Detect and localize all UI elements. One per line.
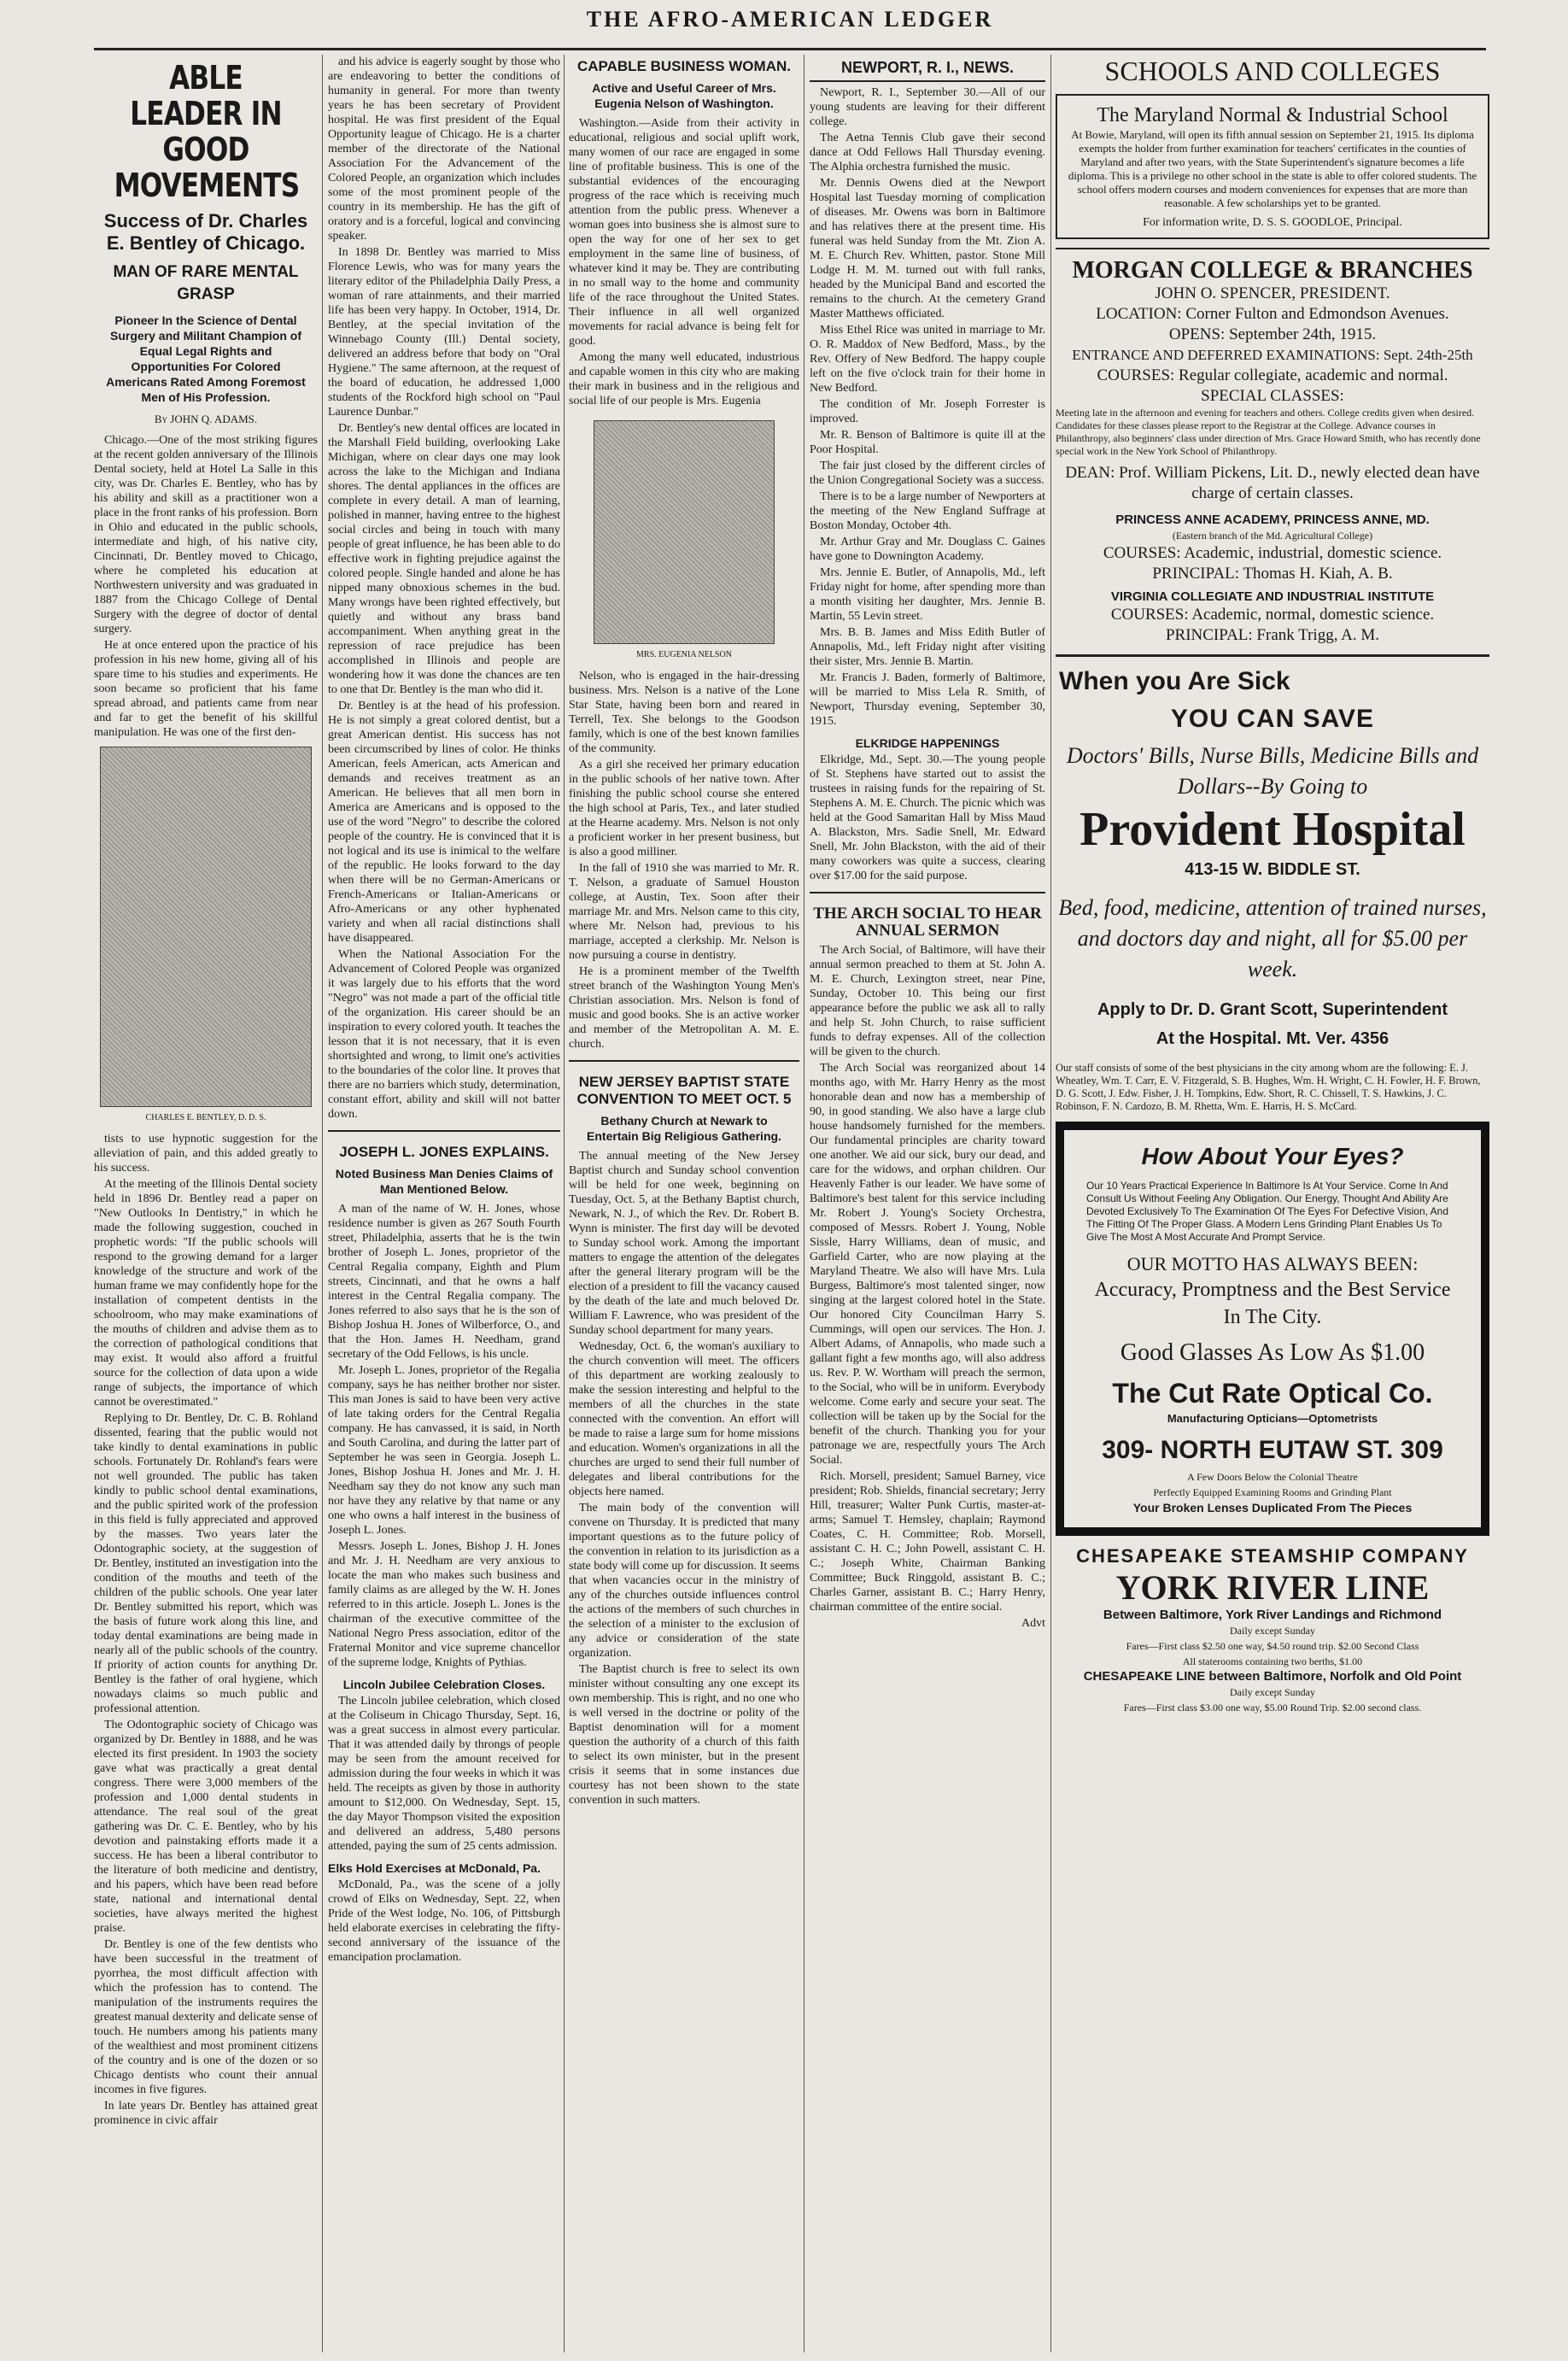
advt-label: Advt (1021, 1617, 1045, 1630)
ad-line: DEAN: Prof. William Pickens, Lit. D., newly elected dean have charge of certain classes. (1065, 464, 1480, 502)
hospital-apply: Apply to Dr. D. Grant Scott, Superintendent (1097, 1000, 1448, 1019)
maryland-normal-ad (1056, 94, 1489, 239)
byline: By JOHN Q. ADAMS. (154, 413, 258, 425)
ad-line: Your Broken Lenses Duplicated From The Pieces (1132, 1501, 1413, 1514)
photo-caption: MRS. EUGENIA NELSON (636, 650, 732, 659)
paragraph: He is a prominent member of the Twelfth street branch of the Washington Young Men's Christian association. Mrs. Nelson is fond of music and good books. She is an active worker and member of the Metropolitan A. M. E. church. (569, 965, 799, 1051)
provident-hospital-title: Provident Hospital (1079, 803, 1466, 856)
paragraph: The Lincoln jubilee celebration, which closed at the Coliseum in Chicago Thursday, Sept. 16, was a great success in almost every particular. That it was attended daily by throngs of people may be seen from the amount received for admission during the four weeks in which it was held. The receipts as given by those in authority amount to $12,000. On Wednesday, Sept. 15, the day Mayor Thompson visited the exposition and delivered an address, 5,480 persons attended, paying the sum of 25 cents admission. (328, 1695, 560, 1853)
paragraph: Messrs. Joseph L. Jones, Bishop J. H. Jones and Mr. J. H. Needham are very anxious to locate the man who makes such business and family claims as are alleged by the W. H. Jones referred to in this article. Joseph L. Jones is the chairman of the executive committee of the National Negro Press association, editor of the Fraternal Monitor and vice supreme chancellor of the supreme lodge, Knights of Pythias. (328, 1540, 560, 1669)
paragraph: There is to be a large number of Newporters at the meeting of the New England Suffrage at Boston Monday, October 4th. (810, 490, 1045, 532)
staff-list: Our staff consists of some of the best physicians in the city among whom are the following: E. J. Wheatley, Wm. T. Carr, E. V. Fitzgerald, S. B. Hughes, Wm. H. Wright, C. H. Fowler, H. F. Brown, D. G. Scott, J. Edw. Fisher, J. H. Tompkins, Edw. Short, R. C. Chissell, T. S. Hawkins, J. C. Robinson, F. N. Cardozo, B. M. Rhetta, Wm. E. Harris, H. S. McCard. (1056, 1062, 1481, 1112)
column-divider (564, 55, 565, 2352)
headline-capable-business-woman: CAPABLE BUSINESS WOMAN. (577, 58, 791, 74)
article-deck: Active and Useful Career of Mrs. Eugenia Nelson of Washington. (592, 81, 776, 110)
schools-colleges-header: SCHOOLS AND COLLEGES (1104, 56, 1441, 86)
ad-line: OPENS: September 24th, 1915. (1168, 325, 1377, 343)
motto-label: OUR MOTTO HAS ALWAYS BEEN: (1126, 1253, 1419, 1274)
column-1-bentley-article (94, 55, 318, 2130)
ad-line: CHESAPEAKE LINE between Baltimore, Norfolk and Old Point (1083, 1669, 1462, 1684)
headline-jones-explains: JOSEPH L. JONES EXPLAINS. (339, 1144, 549, 1160)
hospital-phone: At the Hospital. Mt. Ver. 4356 (1156, 1029, 1390, 1048)
paragraph: Mrs. Jennie E. Butler, of Annapolis, Md., left Friday night for home, after spending more than a month visiting her daughter, Mrs. Jennie B. Martin, 55 Levin street. (810, 566, 1045, 623)
subhead-success: Success of Dr. Charles E. Bentley of Chicago. (103, 210, 308, 254)
ad-line: Fares—First class $2.50 one way, $4.50 round trip. $2.00 Second Class (1126, 1640, 1419, 1652)
ad-line: PRINCIPAL: Frank Trigg, A. M. (1165, 626, 1380, 644)
ad-line: ENTRANCE AND DEFERRED EXAMINATIONS: Sept. 24th-25th (1072, 347, 1473, 363)
article-deck: Pioneer In the Science of Dental Surgery and Militant Champion of Equal Legal Rights and Opportunities For Colored Americans Rated Among Foremost Men of His Profession. (106, 313, 306, 404)
paragraph: He at once entered upon the practice of his profession in his new home, giving all of his spare time to his studies and experiments. He soon became so proficient that his fame spread abroad, and patients came from near and far to get the benefit of his skillful manipulation. He was one of the first den- (94, 639, 318, 739)
motto-text: Accuracy, Promptness and the Best Service In The City. (1094, 1279, 1451, 1328)
column-2 (328, 55, 560, 1966)
ad-line: Daily except Sunday (1230, 1686, 1315, 1698)
ad-line: A Few Doors Below the Colonial Theatre (1187, 1471, 1358, 1483)
paragraph: At the meeting of the Illinois Dental society held in 1896 Dr. Bentley read a paper on "New Outlooks In Dentistry," in which he made the following suggestion, couched in prophetic words: "If the public schools will respond to the growing demand for a larger knowledge of the structure and work of the human frame we may confidently hope for the installation of competent dentists in the schoolroom, who may make examinations of the mouths of children and advise them as to the correction of pathological conditions that may exist. It would also afford a fruitful source for the collection of data upon a wide range of subjects, the importance of which cannot be overestimated." (94, 1178, 318, 1409)
masthead: THE AFRO-AMERICAN LEDGER (586, 7, 994, 32)
paragraph: Newport, R. I., September 30.—All of our young students are leaving for their different college. (810, 86, 1045, 128)
paragraph: The Odontographic society of Chicago was organized by Dr. Bentley in 1888, and he was elected its first president. In 1903 the society gave what was practically a great dental congress. There were 3,000 members of the profession and 1,000 dental students in attendance. The real soul of the great gathering was Dr. C. E. Bentley, who by his devotion and painstaking efforts made it a success. He has been a liberal contributor to the literature of both medicine and dentistry, and his papers, which have been read before state, national and international dental societies, have always merited the highest praise. (94, 1719, 318, 1935)
paragraph: Dr. Bentley's new dental offices are located in the Marshall Field building, overlooking Lake Michigan, where on clear days one may look across the lake to the Michigan and Indiana shores. The dental appliances in the offices are complete in every detail. A man of learning, polished in manner, having entree to the highest social circles and being in touch with many people of great influence, he has been able to do effective work in fighting prejudice against the colored people. Single handed and alone he has nipped many obnoxious schemes in the bud. Many wrongs have been righted effectively, but quietly and without any brass band accompaniment. When anything great in the repression of race prejudice has been accomplished in Illinois and people are wondering how it was done the chances are ten to one that Dr. Bentley is the man who did it. (328, 422, 560, 696)
ad-body: Meeting late in the afternoon and evening for teachers and others. College credits given when desired. Candidates for these classes please report to the Registrar at the College. Advance courses in Philanthropy, also beginners' class under direction of Mrs. Grace Howard Smith, who has recently done special work in the New York School of Philanthropy. (1056, 407, 1481, 457)
paragraph: and his advice is eagerly sought by those who are endeavoring to better the conditions of humanity in general. For more than twenty years he has been secretary of Provident hospital. He was first president of the Equal Opportunity league of Chicago. He is a charter member of the directorate of the National Association For the Advancement of the Colored People, an organization which includes some of the most prominent people of the country in its membership. He has the gift of oratory and is a forceful, logical and convincing speaker. (328, 56, 560, 243)
section-rule (328, 1130, 560, 1132)
headline-able-leader: ABLE LEADER IN GOOD MOVEMENTS (114, 59, 300, 204)
paragraph: Washington.—Aside from their activity in educational, religious and social uplift work, many women of our race are engaged in some line of profitable business. This is one of the substantial evidences of the encouraging progress of the race which is receiving much attention from the public press. Whenever a woman goes into business she is almost sure to open the way for one of her sex to get employment in the same line of business, of whatever kind it may be. They are contributing in no small way to the home and community life of the race throughout the United States. Their influence in all well organized movements for racial advance is being felt for good. (569, 117, 799, 348)
section-rule (569, 1060, 799, 1062)
steamship-company: CHESAPEAKE STEAMSHIP COMPANY (1076, 1545, 1469, 1567)
ad-line: VIRGINIA COLLEGIATE AND INDUSTRIAL INSTITUTE (1110, 589, 1435, 604)
ad-line: COURSES: Academic, industrial, domestic science. (1103, 544, 1442, 562)
column-5-advertisements (1056, 55, 1489, 1715)
headline-lincoln-jubilee: Lincoln Jubilee Celebration Closes. (342, 1678, 546, 1691)
section-rule (1056, 248, 1489, 249)
you-can-save: YOU CAN SAVE (1170, 705, 1375, 733)
paragraph: In late years Dr. Bentley has attained great prominence in civic affair (94, 2100, 318, 2127)
ad-line: COURSES: Academic, normal, domestic science. (1110, 606, 1435, 624)
eyes-body: Our 10 Years Practical Experience In Baltimore Is At Your Service. Come In And Consult Us Without Feeling Any Obligation. Our Energy, Thought And Ability Are Devoted Exclusively To The Examination Of The Eyes For Defective Vision, And The Fitting Of The Proper Glass. A Modern Lens Grinding Plant Enables Us To Give The Most A Most Accurate And Prompt Service. (1086, 1180, 1448, 1243)
paragraph: The annual meeting of the New Jersey Baptist church and Sunday school convention will be held for one week, beginning on Tuesday, Oct. 5, at the Bethany Baptist church, Newark, N. J., of which the Rev. Dr. Robert B. Wynn is minister. The first day will be devoted to Sunday school work. Among the important matters to engage the attention of the delegates after the general literary program will be the election of a president to fill the vacancy caused by the death of the late and much beloved Dr. William F. Lawrence, who was president of the Sunday school department for many years. (569, 1150, 799, 1337)
optical-address: 309- NORTH EUTAW ST. 309 (1102, 1436, 1443, 1464)
ad-line: PRINCIPAL: Thomas H. Kiah, A. B. (1152, 565, 1393, 583)
portrait-photo-bentley (100, 747, 312, 1107)
paragraph: The fair just closed by the different circles of the Union Congregational Society was a success. (810, 460, 1045, 487)
hospital-rates: Bed, food, medicine, attention of trained nurses, and doctors day and night, all for $5.00 per week. (1058, 895, 1487, 981)
paragraph: The main body of the convention will convene on Thursday. It is predicted that many important questions as to the future policy of the convention in relation to its jurisdiction as a state body will come up for discussion. It seems that when vacancies occur in the ministry of any of the churches outside influences control the actions of the members of such churches in the selection of a minister to the exclusion of any advice or consideration of the state organization. (569, 1502, 799, 1660)
paragraph: When the National Association For the Advancement of Colored People was organized it was largely due to his efforts that the word "Negro" was not made a part of the official title of the organization. His career should be an inspiration to every colored youth. It teaches the lesson that it is not necessary, that it is even shortsighted and wrong, to limit one's activities to the boundaries of the color line. It proves that there are no barriers which study, determination, constant effort, ability and skill will not batter down. (328, 948, 560, 1121)
paragraph: Chicago.—One of the most striking figures at the recent golden anniversary of the Illinois Dental society, held at Hotel La Salle in this city, was Dr. Charles E. Bentley, who has by his ability and skill as a practitioner won a place in the front ranks of his profession. Born in Ohio and educated in the public schools, intermediate and high, of his native city, Cincinnati, Dr. Bentley moved to Chicago, where he completed his education at Northwestern university and was graduated in 1887 from the Chicago College of Dental Surgery with the degree of doctor of dental surgery. (94, 434, 318, 636)
eyes-headline: How About Your Eyes? (1141, 1143, 1404, 1169)
hospital-address: 413-15 W. BIDDLE ST. (1185, 860, 1360, 879)
ad-line: (Eastern branch of the Md. Agricultural College) (1172, 530, 1373, 542)
paragraph: As a girl she received her primary education in the public schools of her native town. After finishing the public school course she entered the high school at Paris, Tex., and later studied at the Hearne academy. Mrs. Nelson is not only a proficient worker in her present business, but is also a good milliner. (569, 759, 799, 858)
paragraph: The condition of Mr. Joseph Forrester is improved. (810, 398, 1045, 425)
paragraph: tists to use hypnotic suggestion for the alleviation of pain, and this added greatly to his success. (94, 1133, 318, 1175)
paragraph: Mr. Dennis Owens died at the Newport Hospital last Tuesday morning of complication of diseases. Mr. Owens was born in Baltimore and has relatives there at the present time. His funeral was held Sunday from the Mt. Zion A. M. E. Church Rev. Whitten, pastor. Stone Mill Lodge H. M. M. turned out with full ranks, headed by the Municipal Band and escorted the remains to the church. At the cemetery Grand Master Matthews officiated. (810, 177, 1045, 320)
ad-line: SPECIAL CLASSES: (1201, 387, 1344, 405)
morgan-college-title: MORGAN COLLEGE & BRANCHES (1072, 257, 1473, 284)
portrait-photo-nelson (594, 420, 775, 644)
headline-nj-baptist: NEW JERSEY BAPTIST STATE CONVENTION TO MEET OCT. 5 (576, 1074, 792, 1107)
paragraph: Rich. Morsell, president; Samuel Barney, vice president; Rob. Shields, financial secretary; Jerry Hill, treasurer; Walter Punk Curtis, master-at-arms; Samuel T. Hemsley, chaplain; Raymond Coates, C. H. Committee; Rob. Morsell, assistant C. H. C.; John Powell, assistant C. H. C.; Joseph White, Chairman Banking Committee; Buck Ringgold, assistant B. C.; Charles Garner, assistant B. C.; Harry Henry, chairman committee of the entire social. (810, 1470, 1045, 1614)
ad-line: LOCATION: Corner Fulton and Edmondson Avenues. (1096, 305, 1449, 323)
paragraph: The Baptist church is free to select its own minister without consulting any one except its own membership. This is right, and no one who is well versed in the doctrine or polity of the Baptist denomination will for a moment question the authority of a church of this faith to select its own minister, but in the present crisis it seems that in some instances due courtesy has not been shown to the state convention in such matters. (569, 1663, 799, 1807)
masthead-rule (94, 48, 1486, 50)
paragraph: Mr. Francis J. Baden, formerly of Baltimore, will be married to Miss Lela R. Smith, of Newport, Thursday evening, September 30, 1915. (810, 671, 1045, 728)
paragraph: The Aetna Tennis Club gave their second dance at Odd Fellows Hall Thursday evening. The Alphia orchestra furnished the music. (810, 132, 1045, 173)
headline-elks: Elks Hold Exercises at McDonald, Pa. (328, 1861, 541, 1875)
ad-line: Between Baltimore, York River Landings and Richmond (1103, 1608, 1442, 1622)
glasses-price: Good Glasses As Low As $1.00 (1120, 1339, 1425, 1366)
ad-line: Daily except Sunday (1230, 1625, 1315, 1637)
headline-arch-social: THE ARCH SOCIAL TO HEAR ANNUAL SERMON (813, 905, 1042, 940)
section-rule (810, 892, 1045, 893)
ad-line: All staterooms containing two berths, $1.00 (1182, 1655, 1363, 1667)
headline-elkridge: ELKRIDGE HAPPENINGS (855, 736, 1000, 750)
paragraph: Dr. Bentley is at the head of his profession. He is not simply a great colored dentist, but a great American dentist. His success has not been circumscribed by lines of color. He thinks American, feels American, acts American and demands and receives treatment as an American. He believes that all men born in America are Americans and is opposed to the use of the word "Negro" to describe the colored people of the country. He is convinced that it is not logical and its use is inimical to the welfare of the republic. He looks forward to the day when there will be no German-Americans or French-Americans or Italian-Americans or Afro-Americans or any other hyphenated variety and when all racial distinctions shall have disappeared. (328, 700, 560, 945)
paragraph: In 1898 Dr. Bentley was married to Miss Florence Lewis, who was for many years the literary editor of the Philadelphia Daily Press, a woman of rare attainments, and their married life has been very happy. In October, 1914, Dr. Bentley, at the special invitation of the Winnebago County (Ill.) Dental society, delivered an address before that body on "Oral Hygiene." The same afternoon, at the request of the board of education, he addressed 1,000 students of the Rockford high school on "Paul Laurence Dunbar." (328, 246, 560, 419)
ad-line: PRINCESS ANNE ACADEMY, PRINCESS ANNE, MD. (1115, 513, 1430, 527)
article-deck: Noted Business Man Denies Claims of Man Mentioned Below. (335, 1167, 553, 1196)
paragraph: Elkridge, Md., Sept. 30.—The young people of St. Stephens have started out to assist the trustees in raising funds for the repairing of St. Stephens A. M. E. Church. The picnic which was held at the Good Samaritan Hall by Miss Maud A. Blackston, Mrs. Sadie Snell, Mr. Edward Snell, Mr. John Blackston, with the aid of their many coworkers was quite a success, clearing over $17.00 for the said purpose. (810, 753, 1045, 882)
ad-line: Perfectly Equipped Examining Rooms and Grinding Plant (1153, 1486, 1392, 1498)
ad-line: COURSES: Regular collegiate, academic and normal. (1097, 366, 1448, 384)
ad-line: Fares—First class $3.00 one way, $5.00 Round Trip. $2.00 second class. (1123, 1702, 1422, 1714)
column-4 (810, 55, 1045, 1631)
photo-caption: CHARLES E. BENTLEY, D. D. S. (145, 1113, 266, 1122)
paragraph: The Arch Social, of Baltimore, will have their annual sermon preached to them at St. John A. M. E. Church, Lexington street, near Pine, Sunday, October 10. This being our first appearance before the public we ask all to rally and help St. John Church, to raise sufficient funds to defray expenses. All of the collection will be given to the church. (810, 944, 1045, 1058)
column-divider (1050, 55, 1051, 2352)
bills-line: Doctors' Bills, Nurse Bills, Medicine Bills and Dollars--By Going to (1066, 743, 1479, 799)
cut-rate-optical-ad (1056, 1122, 1489, 1536)
optical-company-name: The Cut Rate Optical Co. (1112, 1378, 1433, 1409)
paragraph: Dr. Bentley is one of the few dentists who have been successful in the treatment of pyorrhea, the most difficult affection with which the profession has to contend. The manipulation of the instruments requires the greatest manual dexterity and delicate sense of touch. He numbers among his patients many of the wealthiest and most prominent citizens of the country and is one of the dozen or so Chicago dentists who count their annual incomes in five figures. (94, 1938, 318, 2096)
paragraph: The Arch Social was reorganized about 14 months ago, with Mr. Harry Henry as the most honorable dean and now has a membership of 90, in good standing. We also have a large club house handsomely furnished for the members. Our fundamental principles are charity toward one another. We aid our sick, bury our dead, and care for the widows, and orphan children. Our Heavenly Father is our leader. We have some of Baltimore's best talent for this service including Mr. Robert J. Young's Society Orchestra, composed of Messrs. Robert J. Young, Noble Sissle, Harry Williams, dean of music, and Garfield Carter, who are now playing at the Maryland Theatre. We also will have Mrs. Lula Burgess, Baltimore's most talented singer, now singing at the largest colored hotel in the State. Our honored City Councilman Harry S. Cummings, will open our services. The Hon. J. Albert Adams, of Annapolis, who made such a gallant fight a few months ago, will also address us. Rev. P. W. Wortham will preach the sermon, to the Social, who will be in uniform. Everybody welcome. Come early and secure your seat. The collection will be taken up by the Social for the benefit of the church. Thanking you for your patronage we are, respectfully yours The Arch Social. (810, 1062, 1045, 1467)
paragraph: Mrs. B. B. James and Miss Edith Butler of Annapolis, Md., left Friday night after visiting their sister, Mrs. Jennie B. Martin. (810, 626, 1045, 668)
paragraph: A man of the name of W. H. Jones, whose residence number is given as 267 South Fourth street, Philadelphia, asserts that he is the twin brother of Joseph L. Jones, proprietor of the Central Regalia company, Eighth and Plum streets, Cincinnati, and that he owns a half interest in the Central Regalia company. The Jones referred to also says that he is the son of Bishop Joshua H. Jones of Wilberforce, O., and that the Hon. James H. Needham, grand secretary of the Odd Fellows, is his uncle. (328, 1203, 560, 1361)
paragraph: Replying to Dr. Bentley, Dr. C. B. Rohland dissented, fearing that the public would not take kindly to dental examinations in public schools. Fortunately Dr. Rohland's fears were not well grounded. The public has taken kindly to public school dental examinations, and the public spirited work of the profession in this field is fully appreciated and approved by the masses. Two years later the Odontographic society, at the suggestion of Dr. Bentley, instituted an investigation into the condition of the mouths and teeth of the children of the public schools. One year later Dr. Bentley submitted his report, which was the basis of future work along this line, and today dental examinations are being made in nearly all of the public schools of the country. If priority of action counts for anything Dr. Bentley is the father of oral hygiene, which nowadays claims so much public and professional attention. (94, 1412, 318, 1715)
subhead-mental-grasp: MAN OF RARE MENTAL GRASP (113, 263, 299, 303)
paragraph: Among the many well educated, industrious and capable women in this city who are making their mark in business and in the religious and social life of our people is Mrs. Eugenia (569, 351, 799, 407)
column-divider (322, 55, 323, 2352)
paragraph: In the fall of 1910 she was married to Mr. R. T. Nelson, a graduate of Samuel Houston college, at Austin, Tex. Soon after their marriage Mr. and Mrs. Nelson came to this city, where Mr. Nelson had, previous to his marriage, accepted a clerkship. Mr. Nelson is now pursuing a course in dentistry. (569, 862, 799, 962)
column-3 (569, 55, 799, 1809)
optical-tagline: Manufacturing Opticians—Optometrists (1167, 1412, 1378, 1425)
ad-line: JOHN O. SPENCER, PRESIDENT. (1155, 284, 1390, 302)
paragraph: Mr. R. Benson of Baltimore is quite ill at the Poor Hospital. (810, 429, 1045, 456)
paragraph: Wednesday, Oct. 6, the woman's auxiliary to the church convention will meet. The officers of this department are working zealously to make the session interesting and helpful to the members of all the churches in the state connected with the convention. An effort will be made to raise a large sum for home missions and education. Women's organizations in all the churches are urged to send their full number of delegates and liberal contributions for the objects here named. (569, 1340, 799, 1498)
york-river-line: YORK RIVER LINE (1115, 1568, 1430, 1607)
section-rule (1056, 654, 1489, 657)
ad-contact: For information write, D. S. S. GOODLOE, Principal. (1143, 216, 1402, 229)
paragraph: Miss Ethel Rice was united in marriage to Mr. O. R. Maddox of New Bedford, Mass., by the Rev. Offery of New Bedford. The happy couple left on the five o'clock train for their home in New Bedford. (810, 324, 1045, 395)
paragraph: Mr. Arthur Gray and Mr. Douglass C. Gaines have gone to Downington Academy. (810, 536, 1045, 563)
ad-title: The Maryland Normal & Industrial School (1097, 104, 1448, 126)
headline-newport-news: NEWPORT, R. I., NEWS. (810, 58, 1045, 82)
paragraph: McDonald, Pa., was the scene of a jolly crowd of Elks on Wednesday, Sept. 22, when Pride of the West lodge, No. 106, of Pittsburgh held elaborate exercises in celebrating the fifty-second anniversary of the issuance of the emancipation proclamation. (328, 1878, 560, 1964)
paragraph: Nelson, who is engaged in the hair-dressing business. Mrs. Nelson is a native of the Lone Star State, having been born and reared in Terrell, Tex. She belongs to the Goodson family, which is one of the best known families of the community. (569, 670, 799, 755)
sick-headline: When you Are Sick (1059, 667, 1290, 695)
ad-body: At Bowie, Maryland, will open its fifth annual session on September 21, 1915. Its diploma exempts the holder from further examination for teachers' certificates in the counties of Maryland and after two years, with the State Superintendent's signature becomes a life diploma. This is a privilege no other school in the state is able to offer colored students. The school offers modern courses and modern conveniences for expenses that are more than reasonable. A few scholarships yet to be granted. (1068, 128, 1477, 209)
article-deck: Bethany Church at Newark to Entertain Big Religious Gathering. (587, 1114, 781, 1143)
paragraph: Mr. Joseph L. Jones, proprietor of the Regalia company, says he has neither brother nor sister. This man Jones is said to have been very active of late taking orders for the Central Regalia company. He has canvassed, it is said, in North and South Carolina, and during the latter part of September he was seen in Georgia. Joseph L. Jones, Bishop Joshua H. Jones and Mr. J. H. Needham say they do not know any such man nor have they any relative by that name or any one who owns a half interest in the business of Joseph L. Jones. (328, 1364, 560, 1537)
